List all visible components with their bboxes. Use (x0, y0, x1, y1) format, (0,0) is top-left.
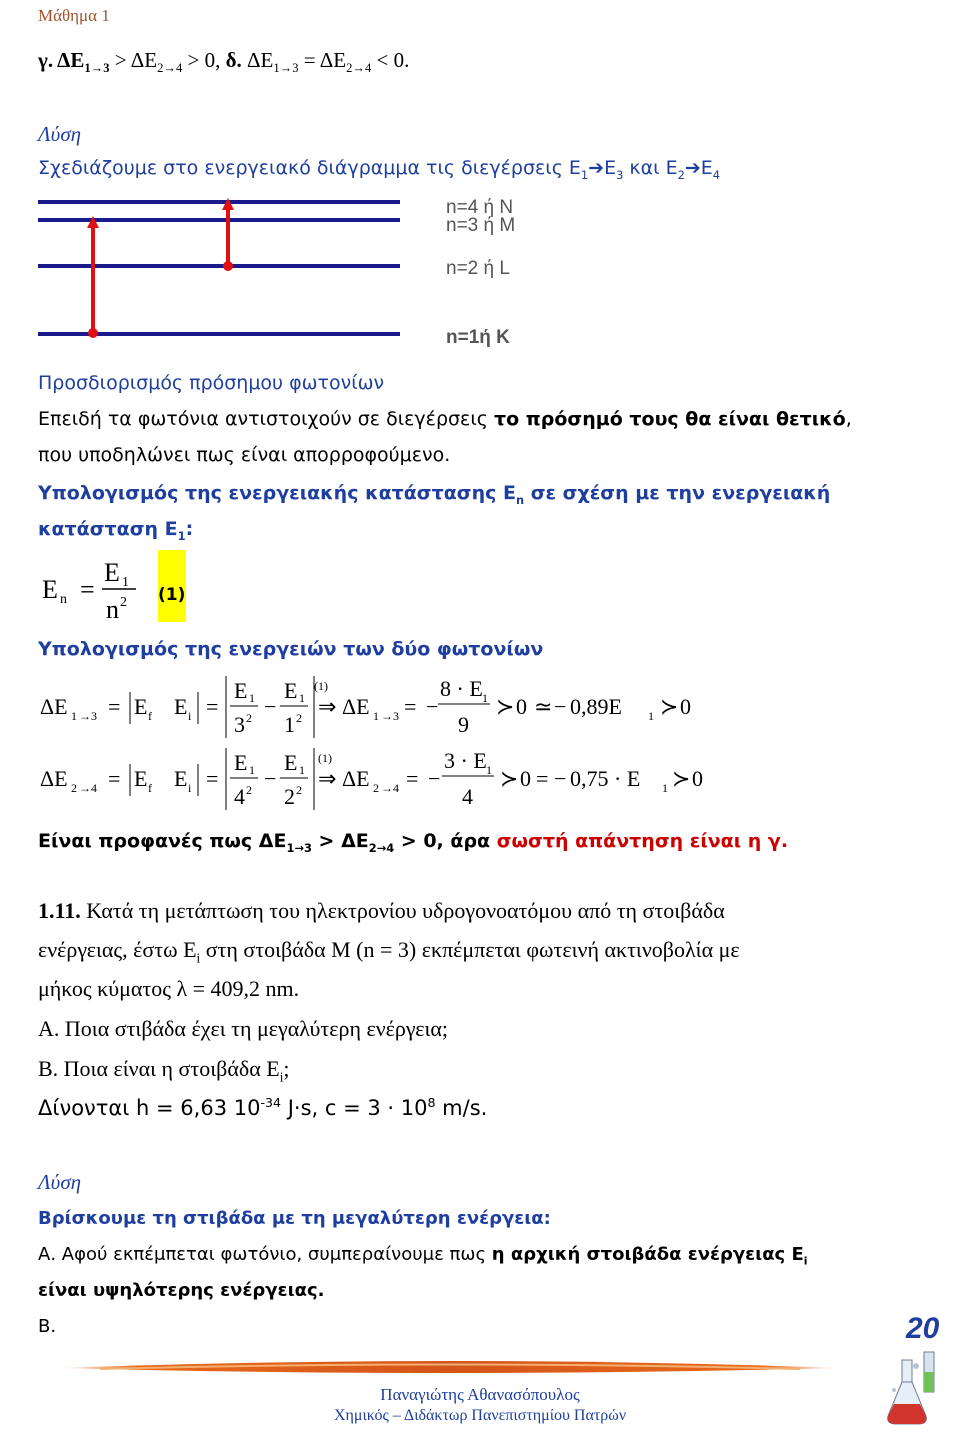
solution-intro: Σχεδιάζουμε στο ενεργειακό διάγραμμα τις διεγέρσεις $E_1➔E_3$ και $E_2➔E_4$ (38, 157, 721, 182)
svg-text:E: E (284, 750, 298, 775)
svg-text:2: 2 (120, 595, 127, 610)
page-number: 20 (906, 1312, 940, 1345)
svg-text:9: 9 (458, 712, 469, 737)
svg-text:ΔE: ΔE (40, 694, 68, 719)
footer-author: Παναγιώτης Αθανασόπουλος (380, 1385, 580, 1404)
eq1-lhs: E (42, 575, 58, 604)
svg-text:0: 0 (680, 694, 691, 719)
level-label-n1: n=1ή K (446, 327, 510, 348)
answer-b: Β. (38, 1316, 57, 1337)
svg-text:→: → (381, 709, 393, 723)
calc-energy-title: Υπολογισμός της ενεργειών των δύο φωτονίων (38, 638, 544, 660)
lesson-header: Μάθημα 1 (38, 6, 110, 25)
svg-text:E: E (234, 678, 248, 703)
transition-arrow-2-4 (222, 198, 234, 271)
question-b: Β. Ποια είναι η στοιβάδα $E_i$; (38, 1056, 290, 1085)
svg-text:1: 1 (648, 709, 654, 723)
svg-text:1: 1 (299, 691, 305, 705)
svg-text:i: i (188, 709, 192, 723)
svg-text:⇒: ⇒ (318, 766, 337, 791)
svg-text:3: 3 (234, 712, 245, 737)
svg-text:1: 1 (299, 763, 305, 777)
svg-text:E: E (134, 694, 148, 719)
eq-label: (1) (158, 585, 186, 605)
option-g: γ. $\Delta E_{1\to 3}$ (38, 48, 110, 76)
svg-text:−: − (264, 766, 277, 791)
svg-text:1: 1 (249, 691, 255, 705)
svg-text:E: E (284, 678, 298, 703)
svg-text:1: 1 (662, 781, 668, 795)
svg-text:8 · E: 8 · E (440, 676, 483, 701)
svg-text:4: 4 (91, 781, 97, 795)
svg-text:i: i (188, 781, 192, 795)
sign-paragraph-2: που υποδηλώνει πως είναι απορροφούμενο. (38, 444, 451, 466)
svg-text:≻: ≻ (500, 766, 519, 791)
svg-text:2: 2 (71, 781, 77, 795)
svg-text:2: 2 (284, 784, 295, 809)
level-line-n4 (38, 200, 400, 204)
problem-line-2: ενέργειας, έστω $E_i$ στη στοιβάδα Μ (n = 3) εκπέμπεται φωτεινή ακτινοβολία με (38, 937, 740, 966)
answer-a-line-2: είναι υψηλότερης ενέργειας. (38, 1280, 325, 1301)
svg-text:1: 1 (284, 712, 295, 737)
svg-text:→: → (79, 781, 91, 795)
svg-text:1: 1 (71, 709, 77, 723)
svg-text:3: 3 (393, 709, 399, 723)
solution-2-title: Λύση (38, 1170, 82, 1194)
svg-text:−: − (428, 766, 441, 791)
svg-text:f: f (148, 709, 152, 723)
level-label-n4: n=4 ή N (446, 197, 514, 218)
svg-text:⇒: ⇒ (318, 694, 337, 719)
svg-text:0: 0 (520, 766, 531, 791)
svg-text:1: 1 (482, 691, 488, 705)
svg-text:1: 1 (373, 709, 379, 723)
svg-text:2: 2 (296, 711, 302, 725)
svg-text:0: 0 (516, 694, 527, 719)
svg-text:→: → (79, 709, 91, 723)
options-line: γ. $\Delta E_{1\to 3} > \Delta E_{2\to 4} > 0$, δ. $\Delta E_{1\to 3} = \Delta E_{2\to 4} < 0$. (38, 48, 410, 76)
svg-text:2: 2 (373, 781, 379, 795)
svg-text:3 · E: 3 · E (444, 748, 487, 773)
problem-line-1: 1.11. Κατά τη μετάπτωση του ηλεκτρονίου υδρογονοατόμου από τη στοιβάδα (38, 898, 725, 923)
svg-text:=: = (404, 694, 417, 719)
svg-text:0,75 · E: 0,75 · E (570, 766, 641, 791)
svg-text:=: = (536, 766, 549, 791)
svg-text:≻: ≻ (660, 694, 679, 719)
svg-text:4: 4 (393, 781, 399, 795)
svg-text:≃: ≃ (534, 694, 553, 719)
svg-text:ΔE: ΔE (342, 694, 370, 719)
answer-a-line-1: Α. Αφού εκπέμπεται φωτόνιο, συμπεραίνουμε πως η αρχική στοιβάδα ενέργειας $E_i$ (38, 1244, 808, 1268)
eq-delta-1-3 (40, 676, 691, 738)
svg-text:(1): (1) (318, 751, 332, 765)
level-label-n3: n=3 ή M (446, 215, 516, 236)
footer-role: Χημικός – Διδάκτωρ Πανεπιστημίου Πατρών (333, 1407, 627, 1424)
svg-text:n: n (106, 595, 119, 624)
svg-text:n: n (60, 592, 67, 607)
sign-title: Προσδιορισμός πρόσημου φωτονίων (38, 372, 385, 394)
svg-text:ΔE: ΔE (40, 766, 68, 791)
svg-text:E: E (174, 694, 188, 719)
energy-equations (38, 672, 728, 822)
find-title: Βρίσκουμε τη στιβάδα με τη μεγαλύτερη ενέργεια: (38, 1208, 551, 1229)
level-label-n2: n=2 ή L (446, 258, 510, 279)
svg-text:E: E (104, 558, 120, 587)
svg-text:−: − (426, 694, 439, 719)
svg-text:E: E (174, 766, 188, 791)
svg-text:−: − (264, 694, 277, 719)
svg-text:−: − (554, 766, 567, 791)
eq-delta-2-4 (40, 748, 703, 810)
svg-text:E: E (234, 750, 248, 775)
transition-arrow-1-3 (87, 216, 99, 338)
svg-text:4: 4 (462, 784, 473, 809)
svg-text:0: 0 (692, 766, 703, 791)
svg-text:=: = (80, 575, 95, 604)
svg-text:4: 4 (234, 784, 245, 809)
option-d: δ. (220, 48, 247, 72)
footer-decoration (60, 1356, 840, 1378)
svg-text:ΔE: ΔE (342, 766, 370, 791)
svg-text:2: 2 (246, 783, 252, 797)
svg-text:2: 2 (296, 783, 302, 797)
conclusion: Είναι προφανές πως $\Delta E_{1\to 3} > \Delta E_{2\to 4} > 0$, άρα σωστή απάντηση είναι η γ. (38, 830, 789, 855)
sign-paragraph-1: Επειδή τα φωτόνια αντιστοιχούν σε διεγέρσεις το πρόσημό τους θα είναι θετικό, (38, 408, 852, 430)
svg-text:E: E (134, 766, 148, 791)
svg-text:(1): (1) (314, 679, 328, 693)
svg-text:=: = (108, 694, 121, 719)
solution-title: Λύση (38, 122, 82, 146)
problem-line-3: μήκος κύματος λ = 409,2 nm. (38, 976, 300, 1001)
svg-text:=: = (108, 766, 121, 791)
svg-text:=: = (406, 766, 419, 791)
question-a: Α. Ποια στιβάδα έχει τη μεγαλύτερη ενέργεια; (38, 1016, 449, 1041)
svg-text:≻: ≻ (672, 766, 691, 791)
given-values: Δίνονται h = 6,63 $10^{-34}$ J·s, $c = 3 \cdot 10^8$ m/s. (38, 1095, 488, 1120)
svg-text:f: f (148, 781, 152, 795)
svg-text:2: 2 (246, 711, 252, 725)
svg-text:=: = (206, 694, 219, 719)
svg-text:1: 1 (249, 763, 255, 777)
svg-text:−: − (554, 694, 567, 719)
calc-state-title-1: Υπολογισμός της ενεργειακής κατάστασης $E_n$ σε σχέση με την ενεργειακή (38, 482, 831, 507)
svg-text:1: 1 (122, 575, 129, 590)
calc-state-title-2: κατάσταση $E_1$: (38, 518, 194, 543)
svg-text:1: 1 (486, 763, 492, 777)
svg-text:=: = (206, 766, 219, 791)
svg-text:3: 3 (91, 709, 97, 723)
svg-text:→: → (381, 781, 393, 795)
svg-text:≻: ≻ (496, 694, 515, 719)
svg-text:0,89E: 0,89E (570, 694, 622, 719)
